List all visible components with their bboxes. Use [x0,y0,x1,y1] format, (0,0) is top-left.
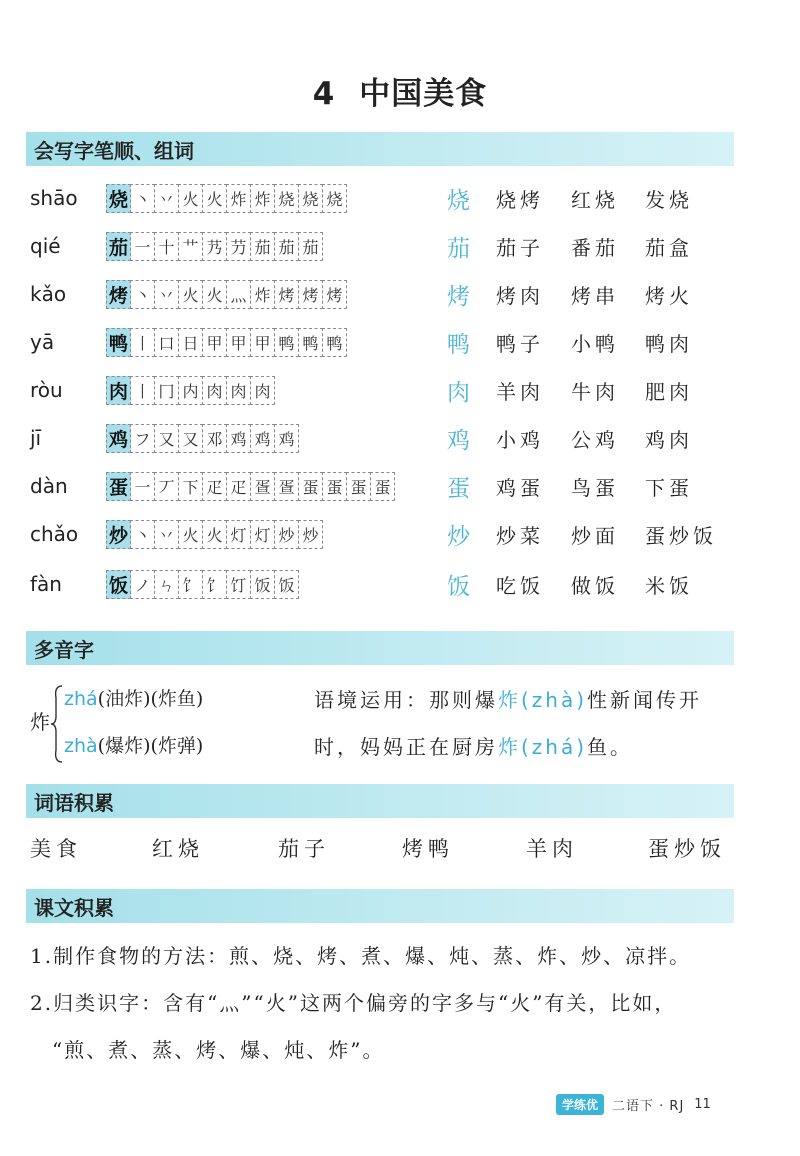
stroke-step: 一 [130,472,155,501]
stroke-step: 灯 [226,520,251,549]
stroke-step: 蛋 [298,472,323,501]
highlight-char: 肉 [447,380,470,406]
highlight-char: 鸡 [447,428,470,454]
stroke-step: 饭 [274,570,299,599]
stroke-step: 鸡 [250,424,275,453]
stroke-step: 火 [202,184,227,213]
stroke-step: 火 [178,280,203,309]
stroke-order [106,184,346,213]
stroke-step: 冂 [154,376,179,405]
reading-words: (爆炸)(炸弹) [97,735,204,757]
example-word: 米饭 [645,574,693,598]
polyphone-reading-2 [64,731,203,758]
stroke-step: 火 [178,520,203,549]
reading-words: (油炸)(炸鱼) [97,688,204,710]
stroke-step: 下 [178,472,203,501]
highlight-pinyin: (zhá) [521,735,588,759]
brace-icon [50,684,64,764]
highlight-char: 炸 [498,735,521,759]
section-header-vocabulary [26,784,734,818]
example-word: 公鸡 [571,428,619,452]
highlight-char: 蛋 [447,476,470,502]
character-row [0,372,800,418]
highlight-char: 炸 [498,688,521,712]
context-text: 那则爆 [429,688,498,712]
highlight-char: 茄 [447,236,470,262]
page-number: 11 [694,1097,711,1112]
stroke-step: 饭 [250,570,275,599]
reading-pinyin: zhà [64,735,98,757]
pinyin: fàn [30,572,62,596]
lesson-item-1: 1.制作食物的方法：煎、烧、烤、煮、爆、炖、蒸、炸、炒、凉拌。 [30,944,692,968]
stroke-step: 饣 [202,570,227,599]
stroke-step: 一 [130,232,155,261]
vocab-word: 烤鸭 [402,837,454,861]
stroke-step: 邓 [202,424,227,453]
stroke-step: 艹 [178,232,203,261]
stroke-step: 炸 [226,184,251,213]
stroke-step: 鸭 [322,328,347,357]
character-row [0,324,800,370]
example-word: 吃饭 [496,574,544,598]
stroke-step: 丷 [154,520,179,549]
stroke-order [106,328,346,357]
stroke-step: 甲 [226,328,251,357]
highlight-pinyin: (zhà) [521,688,588,712]
lesson-item-2-cont: “煎、煮、蒸、烤、爆、炖、炸”。 [52,1038,385,1062]
character-row [0,468,800,514]
stroke-step: 炒 [298,520,323,549]
stroke-step: 鸡 [274,424,299,453]
stroke-step: 甲 [250,328,275,357]
example-word: 牛肉 [571,380,619,404]
stroke-step: 芀 [226,232,251,261]
example-word: 做饭 [571,574,619,598]
stroke-char: 炒 [106,520,131,549]
stroke-step: 蛋 [370,472,395,501]
stroke-step: 火 [202,280,227,309]
example-word: 茄盒 [645,236,693,260]
stroke-step: 火 [178,184,203,213]
stroke-step: 丷 [154,184,179,213]
stroke-step: 又 [154,424,179,453]
stroke-step: 火 [202,520,227,549]
stroke-step: 灯 [250,520,275,549]
stroke-step: 丶 [130,184,155,213]
reading-pinyin: zhá [64,688,98,710]
stroke-step: ㄣ [154,570,179,599]
stroke-step: 炸 [250,280,275,309]
character-row [0,420,800,466]
stroke-step: 鸭 [298,328,323,357]
stroke-step: ノ [130,570,155,599]
stroke-step: 丶 [130,520,155,549]
stroke-step: 蛋 [346,472,371,501]
stroke-step: 茄 [250,232,275,261]
stroke-step: 茄 [298,232,323,261]
context-line-1 [314,684,702,713]
stroke-step: 鸡 [226,424,251,453]
stroke-step: 肉 [226,376,251,405]
highlight-char: 鸭 [447,332,470,358]
stroke-step: 十 [154,232,179,261]
example-word: 烧烤 [496,188,544,212]
example-word: 鸭子 [496,332,544,356]
vocab-word: 茄子 [278,837,330,861]
example-word: 鸡蛋 [496,476,544,500]
stroke-step: 肉 [250,376,275,405]
stroke-step: 饣 [178,570,203,599]
example-word: 茄子 [496,236,544,260]
example-word: 烤串 [571,284,619,308]
stroke-char: 烤 [106,280,131,309]
stroke-step: 疋 [226,472,251,501]
pinyin: ròu [30,378,63,402]
example-word: 肥肉 [645,380,693,404]
stroke-step: 烤 [298,280,323,309]
example-word: 烤火 [645,284,693,308]
context-text: 时，妈妈正在厨房 [314,735,498,759]
stroke-step: 鸭 [274,328,299,357]
stroke-step: 烤 [274,280,299,309]
section-header-writing [26,132,734,166]
example-word: 番茄 [571,236,619,260]
stroke-order [106,424,298,453]
example-word: 发烧 [645,188,693,212]
stroke-step: 炒 [274,520,299,549]
stroke-step: 疋 [202,472,227,501]
stroke-step: 烧 [274,184,299,213]
stroke-step: 内 [178,376,203,405]
polyphone-char: 炸 [30,710,50,734]
lesson-number: 4 [312,76,336,112]
context-text: 鱼。 [587,735,634,759]
stroke-char: 饭 [106,570,131,599]
pinyin: qié [30,234,61,258]
example-word: 蛋炒饭 [645,524,717,548]
example-word: 鸭肉 [645,332,693,356]
example-word: 小鸭 [571,332,619,356]
stroke-char: 蛋 [106,472,131,501]
stroke-step: 疍 [250,472,275,501]
pinyin: kǎo [30,282,67,306]
example-word: 鸡肉 [645,428,693,452]
highlight-char: 烧 [447,188,470,214]
stroke-step: 灬 [226,280,251,309]
example-word: 下蛋 [645,476,693,500]
example-word: 烤肉 [496,284,544,308]
stroke-step: 烤 [322,280,347,309]
stroke-step: 烧 [298,184,323,213]
page-footer [556,1094,711,1115]
stroke-step: 丨 [130,376,155,405]
context-text: 性新闻传开 [587,688,703,712]
example-word: 羊肉 [496,380,544,404]
example-word: 鸟蛋 [571,476,619,500]
pinyin: dàn [30,474,68,498]
stroke-char: 肉 [106,376,131,405]
example-word: 红烧 [571,188,619,212]
character-row [0,566,800,612]
stroke-order [106,472,394,501]
stroke-step: 又 [178,424,203,453]
pinyin: chǎo [30,522,79,546]
highlight-char: 炒 [447,524,470,550]
stroke-step: 丶 [130,280,155,309]
lesson-item-2: 2.归类识字：含有“灬”“火”这两个偏旁的字多与“火”有关，比如， [30,991,677,1015]
stroke-step: 饤 [226,570,251,599]
stroke-order [106,280,346,309]
stroke-order [106,520,322,549]
stroke-step: 疍 [274,472,299,501]
brand-badge: 学练优 [556,1094,604,1115]
section-title: 会写字笔顺、组词 [34,139,194,163]
pinyin: jī [30,426,42,450]
vocab-word: 红烧 [152,837,204,861]
stroke-step: 茄 [274,232,299,261]
vocab-word: 美食 [30,837,82,861]
highlight-char: 烤 [447,284,470,310]
stroke-step: 丨 [130,328,155,357]
stroke-char: 鸭 [106,328,131,357]
vocab-word: 蛋炒饭 [648,837,726,861]
highlight-char: 饭 [447,574,470,600]
character-row [0,276,800,322]
stroke-step: 蛋 [322,472,347,501]
stroke-order [106,232,322,261]
stroke-order [106,376,274,405]
character-row [0,228,800,274]
example-word: 小鸡 [496,428,544,452]
section-header-polyphone [26,631,734,665]
context-label: 语境运用： [314,688,429,712]
polyphone-block [0,680,800,770]
lesson-title: 中国美食 [359,76,488,112]
stroke-step: 肉 [202,376,227,405]
pinyin: shāo [30,186,78,210]
stroke-order [106,570,298,599]
stroke-char: 茄 [106,232,131,261]
section-title: 词语积累 [34,791,114,815]
character-row [0,516,800,562]
stroke-step: 丷 [154,280,179,309]
example-word: 炒面 [571,524,619,548]
stroke-step: 丆 [154,472,179,501]
stroke-char: 烧 [106,184,131,213]
stroke-step: 烧 [322,184,347,213]
character-row [0,180,800,226]
vocab-word: 羊肉 [526,837,578,861]
stroke-step: 口 [154,328,179,357]
pinyin: yā [30,330,55,354]
stroke-char: 鸡 [106,424,131,453]
stroke-step: フ [130,424,155,453]
page-title [0,68,800,113]
stroke-step: 炸 [250,184,275,213]
section-title: 课文积累 [34,896,114,920]
stroke-step: 日 [178,328,203,357]
stroke-step: 艿 [202,232,227,261]
section-header-lesson [26,889,734,923]
section-title: 多音字 [34,638,94,662]
stroke-step: 甲 [202,328,227,357]
example-word: 炒菜 [496,524,544,548]
context-line-2 [314,731,633,760]
book-label: 二语下 · RJ [612,1099,685,1114]
polyphone-reading-1 [64,684,203,711]
